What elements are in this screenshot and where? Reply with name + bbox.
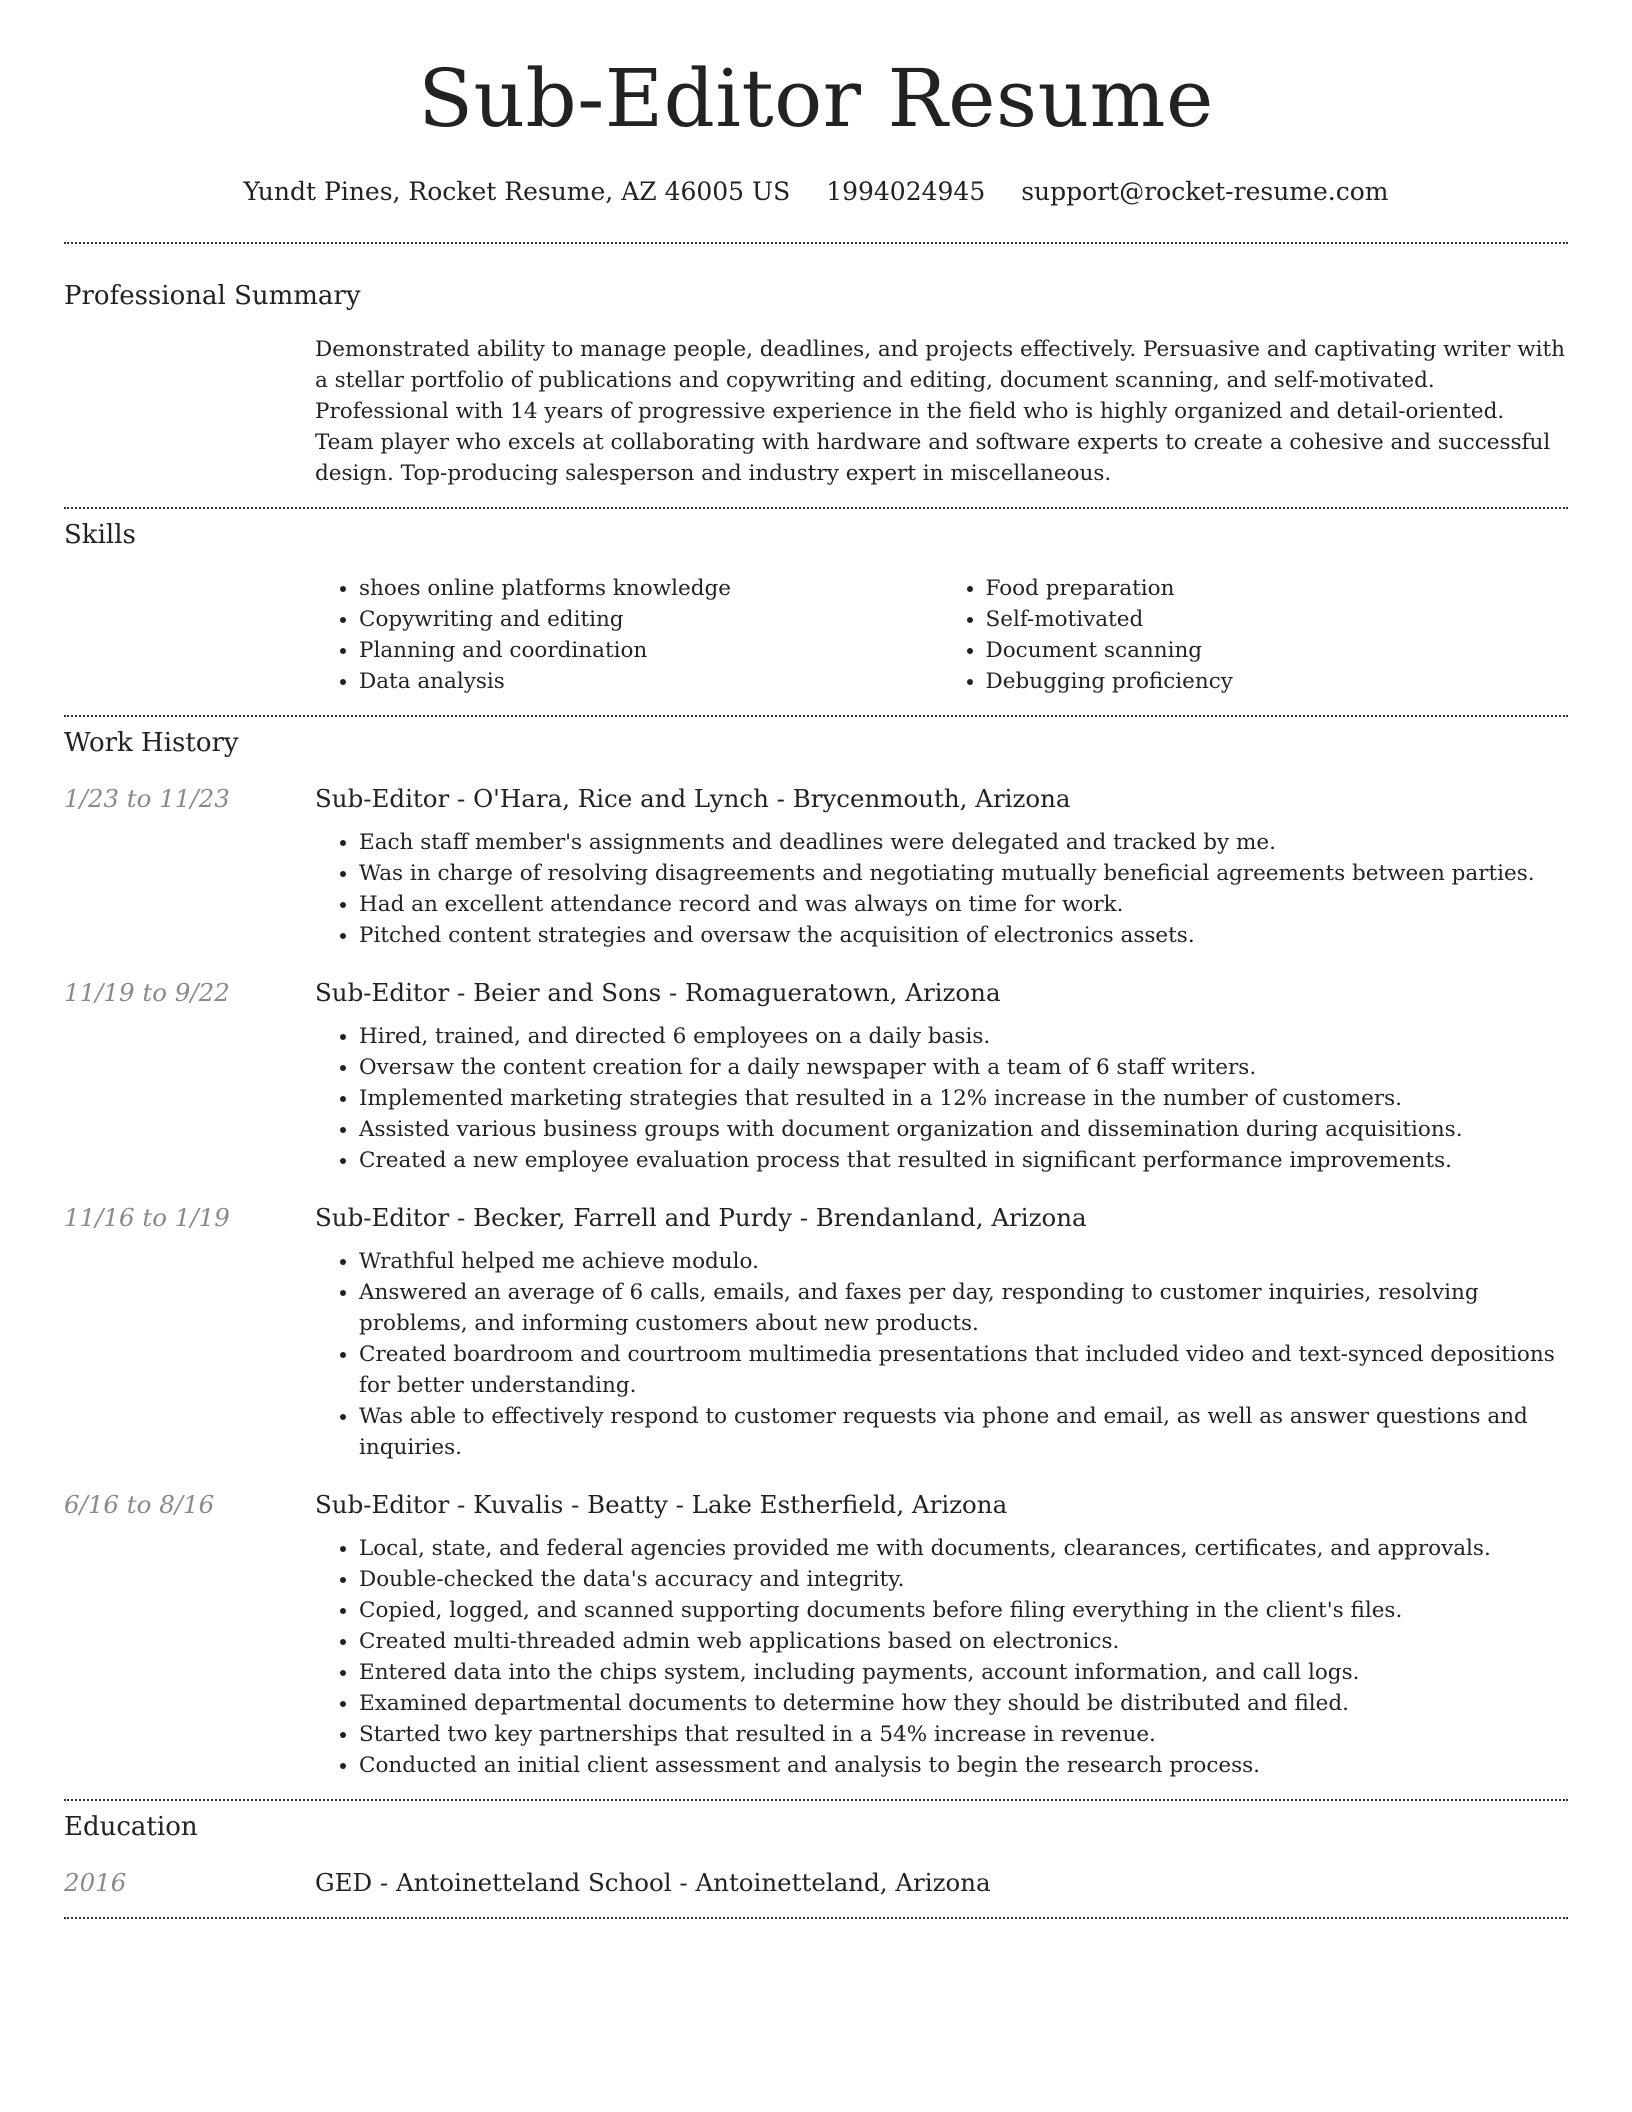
resume-page: [64, 0, 1568, 1919]
job-bullets: [315, 1533, 1568, 1781]
job-heading: Sub-Editor - O'Hara, Rice and Lynch - Brycenmouth, Arizona: [315, 784, 1071, 813]
skill-item: • Debugging proficiency: [986, 666, 1569, 697]
job-entry: [64, 1489, 1568, 1781]
skills-grid: [315, 573, 1568, 697]
job-bullet: • Each staff member's assignments and deadlines were delegated and tracked by me.: [359, 827, 1568, 858]
job-bullet: • Conducted an initial client assessment and analysis to begin the research process.: [359, 1750, 1568, 1781]
resume-title: Sub-Editor Resume: [418, 52, 1214, 145]
skill-item: • shoes online platforms knowledge: [359, 573, 942, 604]
job-bullet: • Oversaw the content creation for a daily newspaper with a team of 6 staff writers.: [359, 1052, 1568, 1083]
section-title-education: Education: [64, 1812, 198, 1842]
job-bullet: • Created a new employee evaluation process that resulted in significant performance improvements.: [359, 1145, 1568, 1176]
summary-section: [64, 244, 1568, 489]
skill-item: • Copywriting and editing: [359, 604, 942, 635]
education-entry: [64, 1867, 1568, 1899]
job-bullet: • Entered data into the chips system, including payments, account information, and call logs.: [359, 1657, 1568, 1688]
job-dates: 11/19 to 9/22: [64, 978, 230, 1007]
section-title-summary: Professional Summary: [64, 281, 361, 311]
education-heading: GED - Antoinetteland School - Antoinetteland, Arizona: [315, 1868, 991, 1897]
section-title-skills: Skills: [64, 520, 136, 550]
job-entry: [64, 1202, 1568, 1463]
job-bullet: • Created multi-threaded admin web applications based on electronics.: [359, 1626, 1568, 1657]
education-section: [64, 1801, 1568, 1899]
section-title-work-history: Work History: [64, 728, 239, 758]
job-bullet: • Had an excellent attendance record and was always on time for work.: [359, 889, 1568, 920]
job-bullet: • Copied, logged, and scanned supporting documents before filing everything in the client's files.: [359, 1595, 1568, 1626]
job-body: [315, 1202, 1568, 1463]
job-bullet: • Assisted various business groups with document organization and dissemination during acquisitions.: [359, 1114, 1568, 1145]
job-bullet: • Local, state, and federal agencies provided me with documents, clearances, certificates, and approvals.: [359, 1533, 1568, 1564]
education-body: [315, 1867, 1568, 1899]
job-heading: Sub-Editor - Beier and Sons - Romagueratown, Arizona: [315, 978, 1001, 1007]
job-bullet: • Created boardroom and courtroom multimedia presentations that included video and text-synced depositions for better understanding.: [359, 1339, 1568, 1401]
skills-list-right: [942, 573, 1569, 697]
job-heading: Sub-Editor - Kuvalis - Beatty - Lake Estherfield, Arizona: [315, 1490, 1008, 1519]
job-bullet: • Was able to effectively respond to customer requests via phone and email, as well as answer questions and inquiries.: [359, 1401, 1568, 1463]
contact-address: Yundt Pines, Rocket Resume, AZ 46005 US: [243, 177, 791, 206]
skill-item: • Planning and coordination: [359, 635, 942, 666]
education-date: 2016: [64, 1868, 127, 1897]
job-dates: 1/23 to 11/23: [64, 784, 230, 813]
job-body: [315, 1489, 1568, 1781]
job-bullets: [315, 1021, 1568, 1176]
job-entry: [64, 783, 1568, 951]
skills-section: [64, 509, 1568, 697]
job-bullet: • Double-checked the data's accuracy and integrity.: [359, 1564, 1568, 1595]
contact-phone[interactable]: 1994024945: [826, 177, 986, 206]
job-dates: 6/16 to 8/16: [64, 1490, 215, 1519]
job-entry: [64, 977, 1568, 1176]
job-bullets: [315, 827, 1568, 951]
job-bullet: • Examined departmental documents to determine how they should be distributed and filed.: [359, 1688, 1568, 1719]
skill-item: • Document scanning: [986, 635, 1569, 666]
contact-email[interactable]: support@rocket-resume.com: [1021, 177, 1389, 206]
skills-list-left: [315, 573, 942, 697]
skill-item: • Food preparation: [986, 573, 1569, 604]
contact-line: [64, 176, 1568, 208]
job-bullet: • Started two key partnerships that resulted in a 54% increase in revenue.: [359, 1719, 1568, 1750]
job-dates: 11/16 to 1/19: [64, 1203, 230, 1232]
job-bullet: • Was in charge of resolving disagreements and negotiating mutually beneficial agreements between parties.: [359, 858, 1568, 889]
job-body: [315, 977, 1568, 1176]
job-bullet: • Implemented marketing strategies that resulted in a 12% increase in the number of customers.: [359, 1083, 1568, 1114]
skill-item: • Data analysis: [359, 666, 942, 697]
skill-item: • Self-motivated: [986, 604, 1569, 635]
job-heading: Sub-Editor - Becker, Farrell and Purdy - Brendanland, Arizona: [315, 1203, 1087, 1232]
job-bullet: • Hired, trained, and directed 6 employees on a daily basis.: [359, 1021, 1568, 1052]
job-body: [315, 783, 1568, 951]
summary-text: Demonstrated ability to manage people, deadlines, and projects effectively. Persuasive and captivating writer with a stellar portfolio of publications and copywriting and editing, document scanning, and self-motivated. Professional with 14 years of progressive experience in the field who is highly organized and detail-oriented. Team player who excels at collaborating with hardware and software experts to create a cohesive and successful design. Top-producing salesperson and industry expert in miscellaneous.: [315, 337, 1565, 486]
job-bullets: [315, 1246, 1568, 1463]
work-history-section: [64, 717, 1568, 1781]
job-bullet: • Wrathful helped me achieve modulo.: [359, 1246, 1568, 1277]
divider: [64, 1917, 1568, 1919]
job-bullet: • Answered an average of 6 calls, emails, and faxes per day, responding to customer inquiries, resolving problems, and informing customers about new products.: [359, 1277, 1568, 1339]
job-bullet: • Pitched content strategies and oversaw the acquisition of electronics assets.: [359, 920, 1568, 951]
